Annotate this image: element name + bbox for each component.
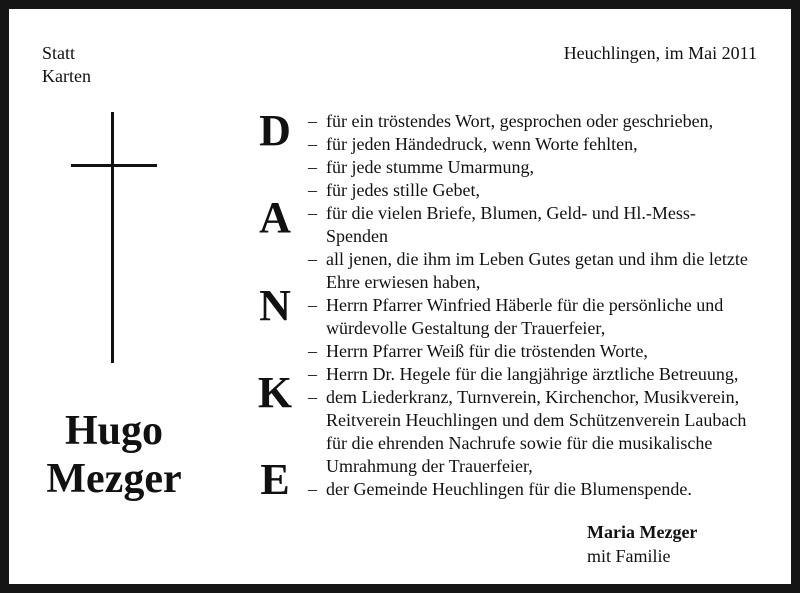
thanks-item — [306, 363, 776, 386]
deceased-last-name: Mezger — [46, 456, 182, 502]
thanks-item — [306, 340, 776, 363]
karten-label: Karten — [42, 66, 91, 86]
dash-bullet: – — [308, 479, 317, 499]
thanks-item — [306, 294, 776, 340]
danke-letter-k: K — [257, 368, 293, 417]
thanks-item — [306, 133, 776, 156]
thanks-item — [306, 202, 776, 248]
cross-icon — [111, 112, 114, 363]
thanks-line: Reitverein Heuchlingen und dem Schützenverein Laubach — [326, 410, 747, 430]
thanks-line: Herrn Dr. Hegele für die langjährige ärztliche Betreuung, — [326, 364, 739, 384]
dash-bullet: – — [308, 180, 317, 200]
thanks-item — [306, 110, 776, 133]
dash-bullet: – — [308, 295, 317, 315]
signature-subtitle: mit Familie — [587, 546, 671, 566]
dash-bullet: – — [308, 157, 317, 177]
dash-bullet: – — [308, 387, 317, 407]
danke-letter-e: E — [260, 455, 290, 504]
cross-icon-bar — [71, 164, 157, 167]
place-date: Heuchlingen, im Mai 2011 — [563, 43, 757, 63]
dash-bullet: – — [308, 249, 317, 269]
dash-bullet: – — [308, 134, 317, 154]
thanks-line: Herrn Pfarrer Winfried Häberle für die persönliche und — [326, 295, 724, 315]
thanks-line: für ein tröstendes Wort, gesprochen oder geschrieben, — [326, 111, 714, 131]
statt-label: Statt — [42, 43, 76, 63]
thanks-line: Herrn Pfarrer Weiß für die tröstenden Worte, — [326, 341, 648, 361]
thanks-line: für die vielen Briefe, Blumen, Geld- und Hl.-Mess- — [326, 203, 696, 223]
thanks-line: Ehre erwiesen haben, — [326, 272, 481, 292]
dash-bullet: – — [308, 111, 317, 131]
signature-name: Maria Mezger — [587, 522, 698, 542]
thanks-item — [306, 179, 776, 202]
thanks-item — [306, 156, 776, 179]
dash-bullet: – — [308, 341, 317, 361]
statt-karten — [42, 42, 91, 88]
danke-letter-d: D — [259, 106, 291, 155]
thanks-line: all jenen, die ihm im Leben Gutes getan und ihm die letzte — [326, 249, 748, 269]
deceased-first-name: Hugo — [64, 408, 164, 454]
dash-bullet: – — [308, 203, 317, 223]
thanks-line: für jede stumme Umarmung, — [326, 157, 534, 177]
thanks-item — [306, 478, 776, 501]
danke-letter-n: N — [259, 281, 291, 330]
thanks-line: Umrahmung der Trauerfeier, — [326, 456, 533, 476]
thanks-item — [306, 386, 776, 478]
thanks-line: dem Liederkranz, Turnverein, Kirchenchor, Musikverein, — [326, 387, 740, 407]
thanks-line: für jeden Händedruck, wenn Worte fehlten, — [326, 134, 638, 154]
thanks-line: würdevolle Gestaltung der Trauerfeier, — [326, 318, 606, 338]
danke-letter-a: A — [259, 193, 291, 242]
dash-bullet: – — [308, 364, 317, 384]
thanks-line: für die ehrenden Nachrufe sowie für die musikalische — [326, 433, 713, 453]
thanks-list — [306, 110, 776, 501]
thanks-line: für jedes stille Gebet, — [326, 180, 480, 200]
thanks-line: der Gemeinde Heuchlingen für die Blumenspende. — [326, 479, 692, 499]
thanks-line: Spenden — [326, 226, 388, 246]
thanks-item — [306, 248, 776, 294]
